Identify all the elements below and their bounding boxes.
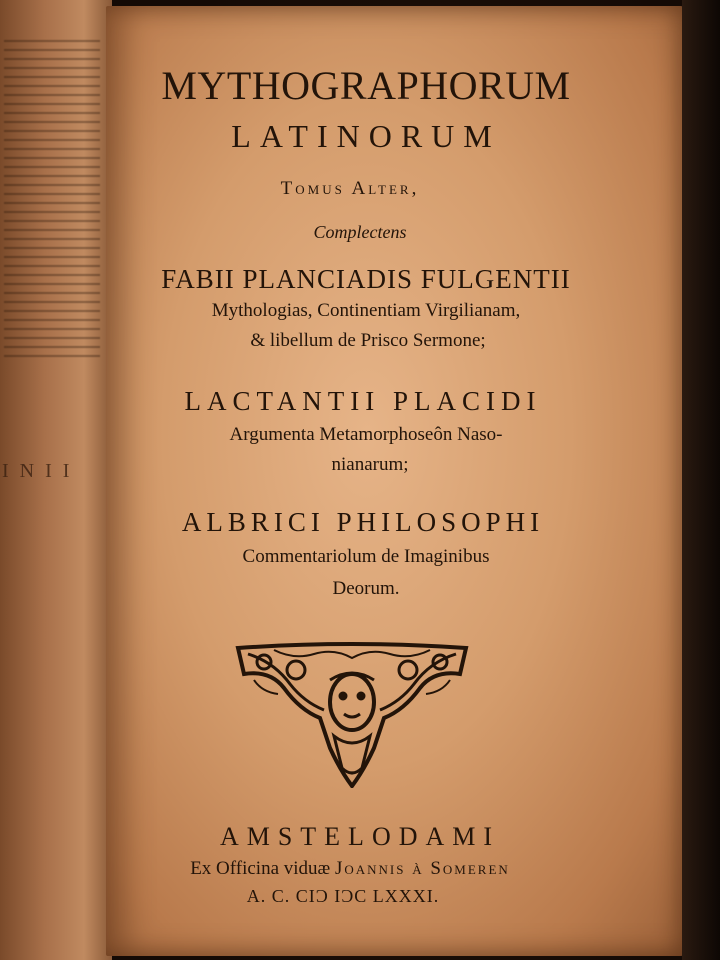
title-line-1: MYTHOGRAPHORUM bbox=[161, 63, 571, 108]
author-3-works-line-2: Deorum. bbox=[332, 578, 400, 599]
author-2-works-line-1: Argumenta Metamorphoseôn Naso- bbox=[229, 424, 503, 445]
imprint-city: AMSTELODAMI bbox=[219, 822, 501, 851]
imprint-printer: Joannis à Someren bbox=[334, 858, 510, 879]
imprint-prefix: Ex Officina viduæ bbox=[190, 858, 331, 879]
left-page-text-block bbox=[4, 40, 100, 360]
woodcut-ornament-icon bbox=[234, 640, 470, 788]
author-1-works-line-1: Mythologias, Continentiam Virgilianam, bbox=[211, 300, 521, 321]
left-page bbox=[0, 0, 112, 960]
complectens-label: Complectens bbox=[313, 222, 407, 242]
title-line-2: LATINORUM bbox=[231, 118, 501, 154]
author-1-name: FABII PLANCIADIS FULGENTII bbox=[161, 264, 571, 294]
author-2-works-line-2: nianarum; bbox=[331, 454, 409, 475]
author-1-works-line-2: & libellum de Prisco Sermone; bbox=[250, 330, 486, 351]
imprint-publisher-line bbox=[150, 858, 550, 880]
author-2-name: LACTANTII PLACIDI bbox=[184, 386, 542, 416]
volume-label: Tomus Alter, bbox=[280, 178, 420, 199]
author-3-name: ALBRICI PHILOSOPHI bbox=[181, 507, 545, 537]
book-edge bbox=[682, 0, 720, 960]
left-page-fragment: I N I I bbox=[2, 460, 73, 482]
imprint-date: A. C. CIƆ IƆC LXXXI. bbox=[246, 886, 440, 906]
author-3-works-line-1: Commentariolum de Imaginibus bbox=[242, 546, 490, 567]
